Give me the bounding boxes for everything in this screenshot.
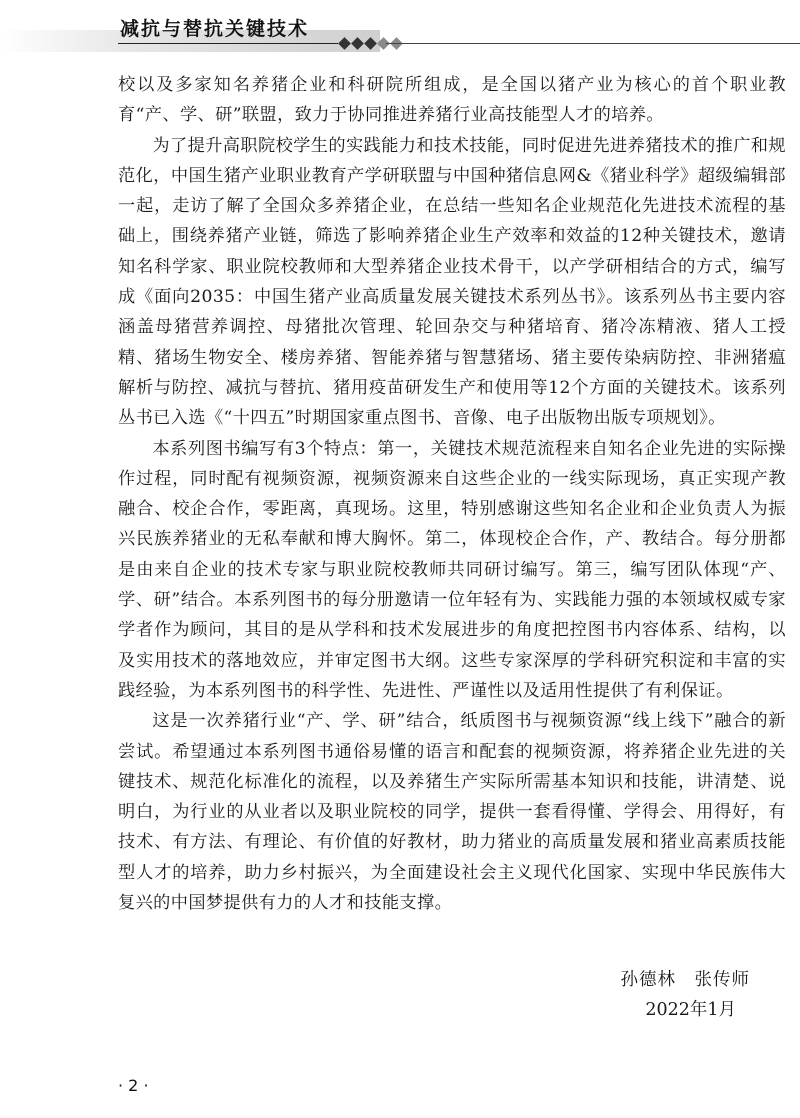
diamond-icon bbox=[338, 37, 351, 50]
paragraph: 这是一次养猪行业“产、学、研”结合，纸质图书与视频资源“线上线下”融合的新尝试。希望通过本系列图书通俗易懂的语言和配套的视频资源，将养猪企业先进的关键技术、规范化标准化的流程，以及养猪生产实际所需基本知识和技能，讲清楚、说明白，为行业的从业者以及职业院校的同学，提供一套看得懂、学得会、用得好，有技术、有方法、有理论、有价值的好教材，助力猪业的高质量发展和猪业高素质技能型人才的培养，助力乡村振兴，为全面建设社会主义现代化国家、实现中华民族伟大复兴的中国梦提供有力的人才和技能支撑。 bbox=[118, 711, 786, 914]
header-rule bbox=[118, 43, 338, 44]
running-header-title: 减抗与替抗关键技术 bbox=[120, 18, 310, 40]
diamond-icon bbox=[364, 37, 377, 50]
diamond-icon bbox=[351, 37, 364, 50]
signature-block bbox=[621, 965, 751, 1025]
body-text bbox=[118, 70, 786, 918]
author-names: 孙德林 张传师 bbox=[620, 970, 750, 990]
paragraph: 为了提升高职院校学生的实践能力和技术技能，同时促进先进养猪技术的推广和规范化，中国生猪产业职业教育产学研联盟与中国种猪信息网&《猪业科学》超级编辑部一起，走访了解了全国众多养猪企业，在总结一些知名企业规范化先进技术流程的基础上，围绕养猪产业链，筛选了影响养猪企业生产效率和效益的12种关键技术，邀请知名科学家、职业院校教师和大型养猪企业技术骨干，以产学研相结合的方式，编写成《面向2035：中国生猪产业高质量发展关键技术系列丛书》。该系列丛书主要内容涵盖母猪营养调控、母猪批次管理、轮回杂交与种猪培育、猪冷冻精液、猪人工授精、猪场生物安全、楼房养猪、智能养猪与智慧猪场、猪主要传染病防控、非洲猪瘟解析与防控、减抗与替抗、猪用疫苗研发生产和使用等12个方面的关键技术。该系列丛书已入选《“十四五”时期国家重点图书、音像、电子出版物出版专项规划》。 bbox=[118, 135, 786, 429]
running-header bbox=[0, 0, 800, 56]
page-number: · 2 · bbox=[118, 1076, 149, 1095]
paragraph: 本系列图书编写有3个特点：第一，关键技术规范流程来自知名企业先进的实际操作过程，同时配有视频资源，视频资源来自这些企业的一线实际现场，真正实现产教融合、校企合作，零距离，真现场。这里，特别感谢这些知名企业和企业负责人为振兴民族养猪业的无私奉献和博大胸怀。第二，体现校企合作，产、教结合。每分册都是由来自企业的技术专家与职业院校教师共同研讨编写。第三，编写团队体现“产、学、研”结合。本系列图书的每分册邀请一位年轻有为、实践能力强的本领域权威专家学者作为顾问，其目的是从学科和技术发展进步的角度把控图书内容体系、结构，以及实用技术的落地效应，并审定图书大纲。这些专家深厚的学科研究积淀和丰富的实践经验，为本系列图书的科学性、先进性、严谨性以及适用性提供了有利保证。 bbox=[118, 438, 786, 701]
signature-date: 2022年1月 bbox=[645, 1000, 736, 1020]
paragraph: 校以及多家知名养猪企业和科研院所组成，是全国以猪产业为核心的首个职业教育“产、学、研”联盟，致力于协同推进养猪行业高技能型人才的培养。 bbox=[118, 75, 786, 126]
header-rule-right bbox=[386, 43, 800, 44]
